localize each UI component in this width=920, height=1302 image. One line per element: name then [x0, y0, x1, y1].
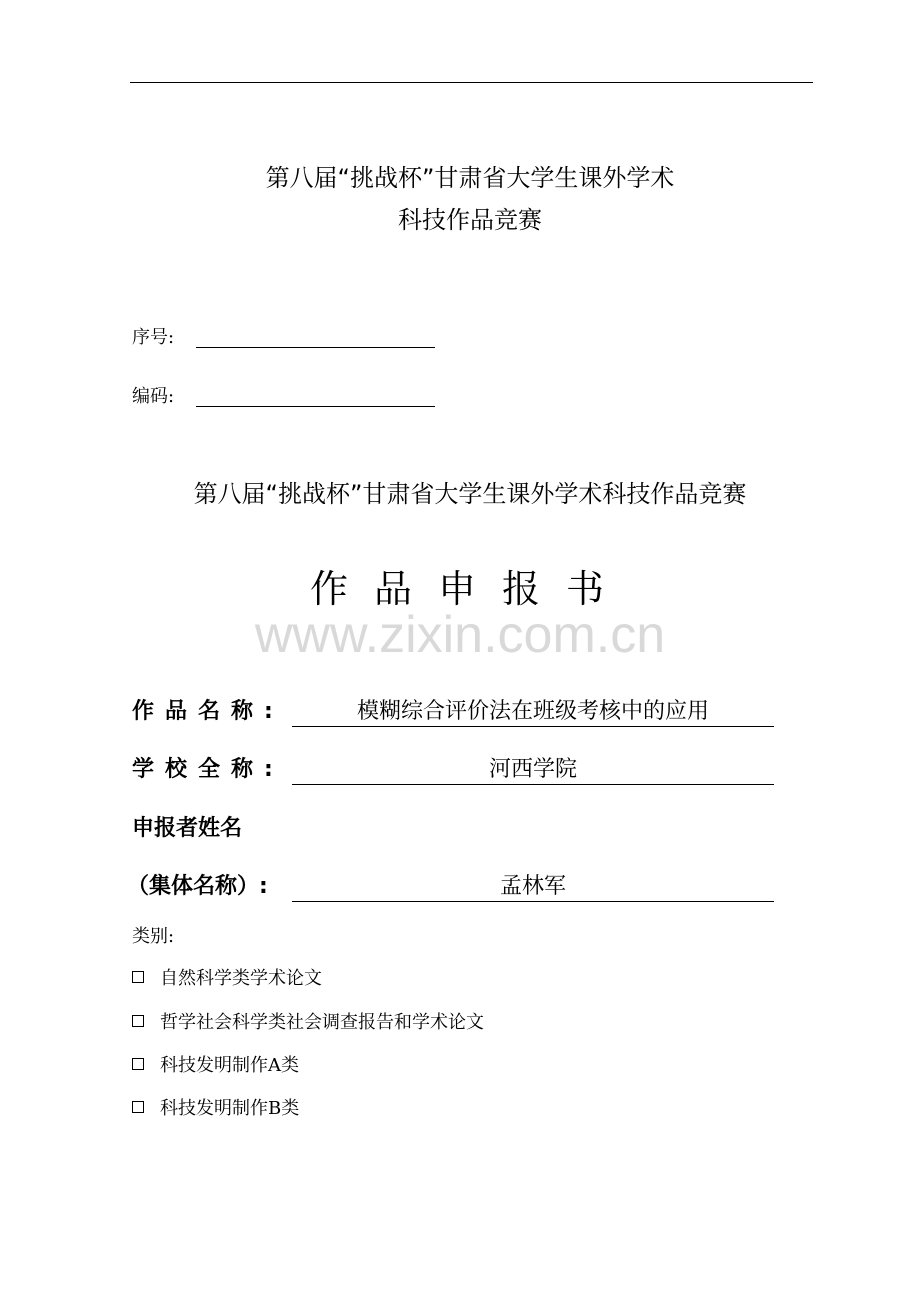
school-value: 河西学院 — [488, 757, 577, 782]
work-name-field — [292, 698, 774, 727]
category-option-1[interactable] — [132, 967, 322, 991]
group-label: （集体名称）: — [127, 874, 268, 899]
checkbox-icon[interactable] — [132, 971, 144, 983]
category-option-label: 科技发明制作B类 — [160, 1098, 300, 1119]
category-option-3[interactable] — [132, 1054, 299, 1078]
category-option-label: 哲学社会科学类社会调查报告和学术论文 — [160, 1012, 484, 1033]
group-field — [292, 873, 774, 902]
category-option-2[interactable] — [132, 1011, 484, 1035]
code-blank-line — [196, 406, 435, 407]
category-option-4[interactable] — [132, 1097, 299, 1121]
category-label: 类别: — [132, 926, 175, 947]
code-label: 编码: — [132, 386, 175, 407]
header-title-line1: 第八届“挑战杯”甘肃省大学生课外学术 — [265, 164, 675, 192]
header-title-line2: 科技作品竞赛 — [398, 206, 542, 234]
category-option-label: 科技发明制作A类 — [160, 1055, 299, 1076]
serial-blank-line — [196, 347, 435, 348]
competition-title: 第八届“挑战杯”甘肃省大学生课外学术科技作品竞赛 — [193, 480, 747, 508]
category-option-label: 自然科学类学术论文 — [160, 968, 322, 989]
group-value: 孟林军 — [499, 874, 566, 899]
work-name-label: 作品名称: — [132, 699, 284, 724]
checkbox-icon[interactable] — [132, 1058, 144, 1070]
document-title: 作品申报书 — [309, 567, 630, 611]
work-name-value: 模糊综合评价法在班级考核中的应用 — [356, 699, 709, 724]
serial-label: 序号: — [132, 327, 175, 348]
checkbox-icon[interactable] — [132, 1101, 144, 1113]
school-label: 学校全称: — [132, 757, 284, 782]
applicant-label: 申报者姓名 — [132, 816, 243, 841]
checkbox-icon[interactable] — [132, 1015, 144, 1027]
header-rule — [130, 82, 813, 83]
school-field — [292, 756, 774, 785]
watermark: www.zixin.com.cn — [254, 606, 666, 664]
